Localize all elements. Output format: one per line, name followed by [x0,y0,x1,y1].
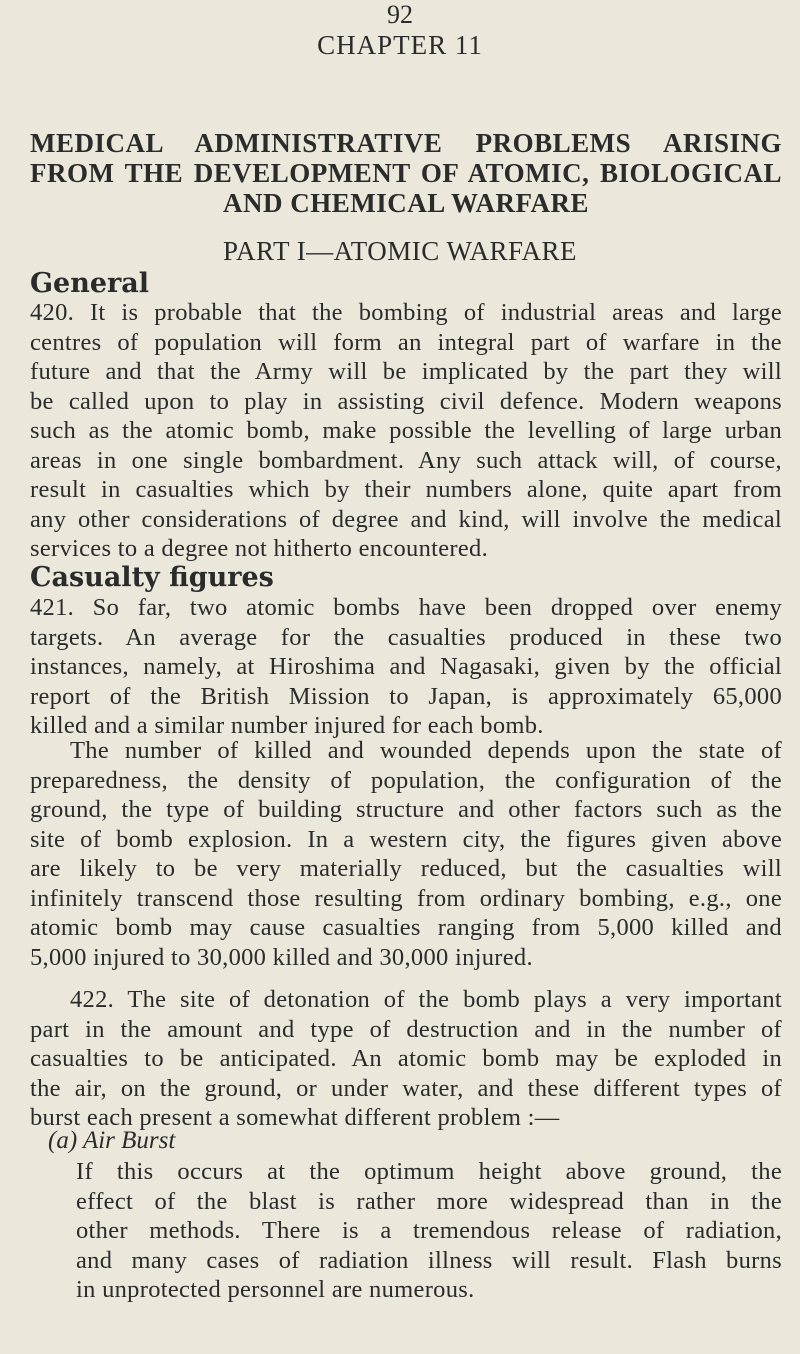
title-line: FROM THE DEVELOPMENT OF ATOMIC, BIOLOGICAL [30,158,782,188]
text-line: report of the British Mission to Japan, is approximately 65,000 [30,682,782,710]
paragraph-422 [30,985,782,1133]
text-line: infinitely transcend those resulting from ordinary bombing, e.g., one [30,884,782,912]
paragraph-421-continued [30,736,782,972]
paragraph-421 [30,593,782,741]
text-line: the air, on the ground, or under water, and these different types of [30,1074,782,1102]
text-line: 420. It is probable that the bombing of industrial areas and large [30,299,782,326]
part-heading: PART I—ATOMIC WARFARE [223,236,577,266]
text-line: atomic bomb may cause casualties ranging from 5,000 killed and [30,914,782,941]
text-line: in unprotected personnel are numerous. [76,1276,475,1303]
text-line: such as the atomic bomb, make possible the levelling of large urban [30,417,782,444]
text-line: The number of killed and wounded depends upon the state of [70,737,782,764]
text-line: If this occurs at the optimum height above ground, the [76,1158,782,1185]
paragraph-420 [30,298,782,564]
chapter-title [30,128,782,218]
text-line: effect of the blast is rather more widespread than in the [76,1187,782,1215]
text-line: killed and a similar number injured for each bomb. [30,712,544,739]
title-line: MEDICAL ADMINISTRATIVE PROBLEMS ARISING [30,128,782,158]
text-line: areas in one single bombardment. Any such attack will, of course, [30,446,782,474]
text-line: be called upon to play in assisting civil defence. Modern weapons [30,387,782,415]
text-line: site of bomb explosion. In a western city, the figures given above [30,825,782,853]
text-line: any other considerations of degree and kind, will involve the medical [30,505,782,533]
text-line: targets. An average for the casualties produced in these two [30,623,782,651]
text-line: part in the amount and type of destruction and in the number of [30,1015,782,1043]
paragraph-air-burst [76,1157,782,1305]
section-heading-casualty: Casualty figures [30,562,274,593]
text-line: burst each present a somewhat different problem :— [30,1104,560,1131]
chapter-heading: CHAPTER 11 [317,30,483,60]
title-line: AND CHEMICAL WARFARE [222,188,590,218]
text-line: instances, namely, at Hiroshima and Nagasaki, given by the official [30,653,782,680]
text-line: preparedness, the density of population, the configuration of the [30,766,782,794]
text-line: casualties to be anticipated. An atomic bomb may be exploded in [30,1045,782,1072]
text-line: result in casualties which by their numbers alone, quite apart from [30,476,782,503]
section-heading-general: General [30,268,150,299]
text-line: are likely to be very materially reduced, but the casualties will [30,855,782,882]
text-line: and many cases of radiation illness will result. Flash burns [76,1246,782,1274]
text-line: services to a degree not hitherto encountered. [30,535,489,562]
text-line: ground, the type of building structure and other factors such as the [30,796,782,823]
subsection-heading-air-burst: (a) Air Burst [48,1127,176,1154]
text-line: centres of population will form an integral part of warfare in the [30,328,782,356]
page-number: 92 [387,0,413,29]
text-line: 421. So far, two atomic bombs have been dropped over enemy [30,594,782,621]
text-line: 422. The site of detonation of the bomb plays a very important [70,986,782,1013]
text-line: future and that the Army will be implicated by the part they will [30,358,782,385]
text-line: other methods. There is a tremendous release of radiation, [76,1217,782,1244]
text-line: 5,000 injured to 30,000 killed and 30,000 injured. [30,943,533,971]
